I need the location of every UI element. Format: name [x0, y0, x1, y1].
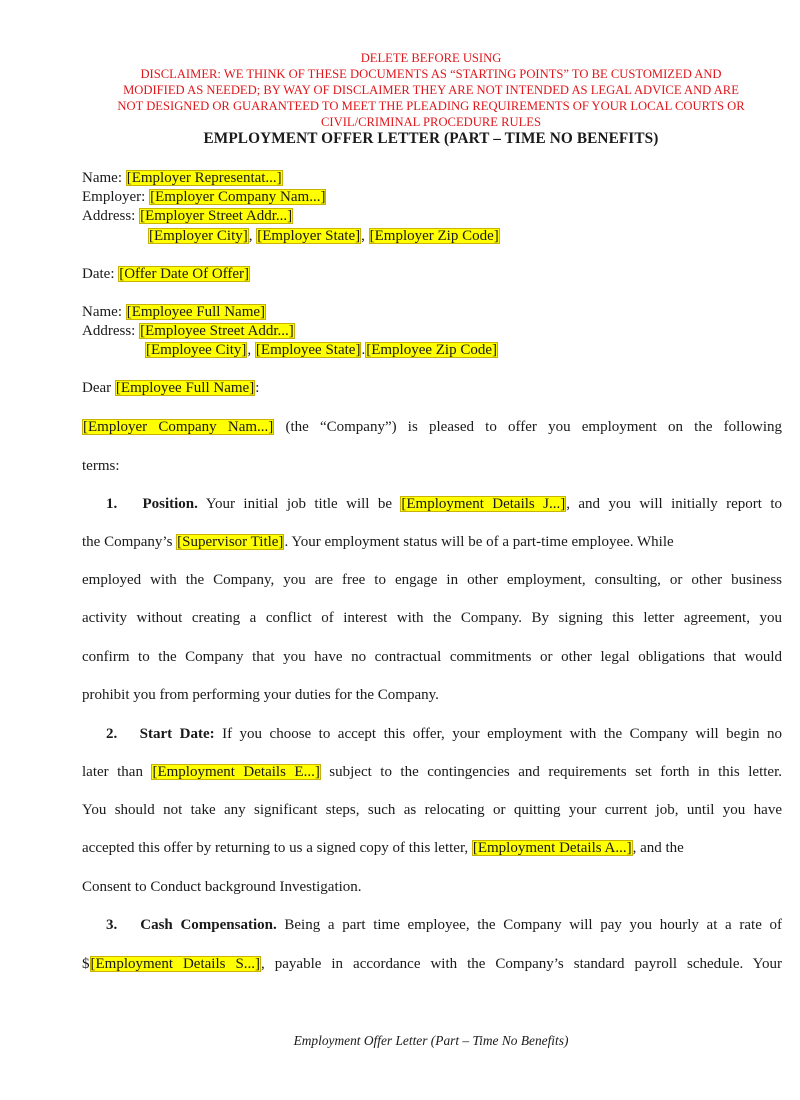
section-2-line — [82, 839, 782, 858]
section-text: $ — [82, 956, 90, 972]
page-footer: Employment Offer Letter (Part – Time No Benefits) — [293, 1033, 569, 1048]
employer-address-line — [82, 207, 293, 226]
section-3-line — [106, 916, 782, 935]
employer-street-field[interactable]: [Employer Street Addr...] — [140, 208, 293, 224]
intro-company-field[interactable]: [Employer Company Nam...] — [83, 419, 274, 435]
employee-city-field[interactable]: [Employee City] — [146, 342, 247, 358]
section-number: 2. — [106, 726, 118, 742]
employer-city-field[interactable]: [Employer City] — [149, 228, 248, 244]
section-text: accepted this offer by returning to us a signed copy of this letter, — [82, 840, 472, 856]
employer-state-field[interactable]: [Employer State] — [257, 228, 361, 244]
acceptance-date-field[interactable]: [Employment Details A...] — [472, 840, 632, 856]
section-text: , payable in accordance with the Company’s standard payroll schedule. Your — [261, 956, 782, 972]
employee-zip-field[interactable]: [Employee Zip Code] — [366, 342, 497, 358]
salutation-suffix: : — [255, 380, 260, 396]
employee-address-line — [82, 322, 295, 341]
separator: , — [248, 228, 257, 244]
section-number: 1. — [106, 496, 118, 512]
document-title: EMPLOYMENT OFFER LETTER (PART – TIME NO BENEFITS) — [203, 130, 659, 147]
section-heading: Start Date: — [139, 726, 215, 742]
disclaimer-line: NOT DESIGNED OR GUARANTEED TO MEET THE PLEADING REQUIREMENTS OF YOUR LOCAL COURTS OR — [117, 99, 745, 113]
intro-line: terms: — [82, 458, 120, 474]
job-title-field[interactable]: [Employment Details J...] — [401, 496, 566, 512]
section-3-line — [82, 955, 782, 974]
label: Name: — [82, 304, 126, 320]
section-1-line: employed with the Company, you are free to engage in other employment, consulting, or other business — [82, 572, 782, 588]
section-text: the Company’s — [82, 534, 177, 550]
separator: . — [361, 342, 366, 358]
section-1-line: confirm to the Company that you have no contractual commitments or other legal obligations that would — [82, 649, 782, 665]
salutation — [82, 379, 259, 398]
label: Address: — [82, 208, 140, 224]
offer-date-field[interactable]: [Offer Date Of Offer] — [119, 266, 250, 282]
section-1-line — [82, 533, 782, 552]
section-text: Being a part time employee, the Company will pay you hourly at a rate of — [276, 917, 783, 933]
disclaimer-line: DELETE BEFORE USING — [360, 51, 502, 65]
employer-company-line — [82, 188, 326, 207]
section-text: . Your employment status will be of a part-time employee. While — [284, 534, 674, 550]
separator: , — [361, 228, 369, 244]
section-1-line: prohibit you from performing your duties for the Company. — [82, 687, 439, 703]
supervisor-title-field[interactable]: [Supervisor Title] — [177, 534, 284, 550]
section-1-line: activity without creating a conflict of interest with the Company. By signing this letter agreement, you — [82, 610, 782, 626]
section-2-line: You should not take any significant steps, such as relocating or quitting your current job, until you have — [82, 802, 782, 818]
separator: , — [247, 342, 255, 358]
disclaimer-line: MODIFIED AS NEEDED; BY WAY OF DISCLAIMER THEY ARE NOT INTENDED AS LEGAL ADVICE AND ARE — [123, 83, 739, 97]
intro-text: (the “Company”) is pleased to offer you employment on the following — [274, 419, 782, 435]
employee-street-field[interactable]: [Employee Street Addr...] — [140, 323, 294, 339]
label: Address: — [82, 323, 140, 339]
employer-name-line — [82, 169, 283, 188]
disclaimer-line: DISCLAIMER: WE THINK OF THESE DOCUMENTS AS “STARTING POINTS” TO BE CUSTOMIZED AND — [140, 67, 722, 81]
section-heading: Cash Compensation. — [140, 917, 277, 933]
section-text: subject to the contingencies and requirements set forth in this letter. — [320, 764, 782, 780]
disclaimer-block — [80, 50, 782, 130]
start-date-field[interactable]: [Employment Details E...] — [152, 764, 320, 780]
section-text: later than — [82, 764, 152, 780]
hourly-rate-field[interactable]: [Employment Details S...] — [90, 956, 261, 972]
section-text: , and the — [632, 840, 684, 856]
employee-city-line — [145, 341, 498, 360]
disclaimer-line: CIVIL/CRIMINAL PROCEDURE RULES — [321, 115, 541, 129]
section-text: , and you will initially report to — [566, 496, 783, 512]
section-number: 3. — [106, 917, 118, 933]
section-2-line: Consent to Conduct background Investigation. — [82, 879, 362, 895]
salutation-prefix: Dear — [82, 380, 115, 396]
section-2-line — [106, 725, 782, 744]
employee-name-line — [82, 303, 266, 322]
section-text: Your initial job title will be — [197, 496, 401, 512]
section-text: If you choose to accept this offer, your employment with the Company will begin no — [214, 726, 782, 742]
label: Employer: — [82, 189, 150, 205]
employer-zip-field[interactable]: [Employer Zip Code] — [369, 228, 499, 244]
section-2-line — [82, 763, 782, 782]
section-1-line — [106, 495, 782, 514]
salutation-name-field[interactable]: [Employee Full Name] — [115, 380, 255, 396]
employer-company-field[interactable]: [Employer Company Nam...] — [150, 189, 326, 205]
employee-state-field[interactable]: [Employee State] — [255, 342, 361, 358]
intro-line — [82, 418, 782, 437]
employer-city-line — [148, 227, 500, 246]
label: Date: — [82, 266, 119, 282]
label: Name: — [82, 170, 126, 186]
section-heading: Position. — [142, 496, 198, 512]
employee-name-field[interactable]: [Employee Full Name] — [126, 304, 266, 320]
date-line — [82, 265, 250, 284]
employer-representative-field[interactable]: [Employer Representat...] — [126, 170, 282, 186]
